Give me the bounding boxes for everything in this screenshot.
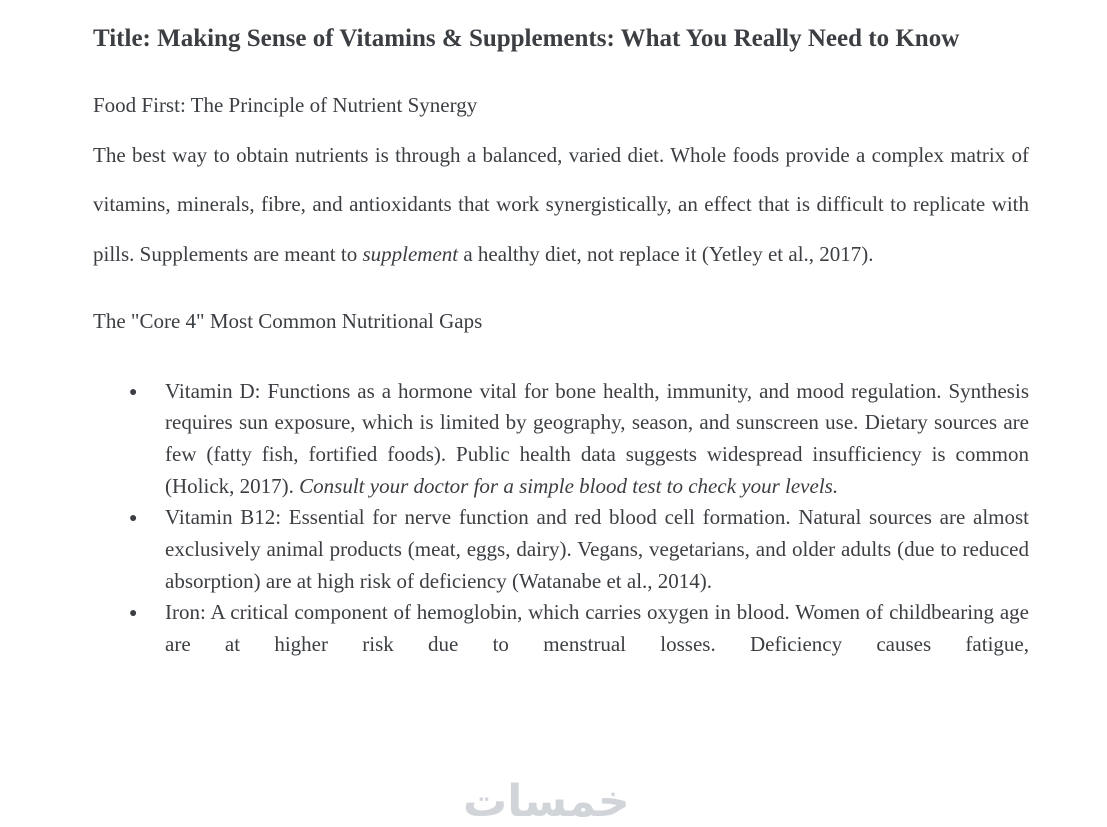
core4-heading: The "Core 4" Most Common Nutritional Gaps bbox=[93, 309, 483, 333]
list-item-iron bbox=[93, 597, 1029, 660]
list-item-run: Iron: A critical component of hemoglobin, which carries oxygen in blood. Women of childbearing age are at higher risk due to menstrual losses. Deficiency causes fatigue, bbox=[165, 600, 1029, 657]
bullet-icon: ● bbox=[129, 511, 138, 527]
paragraph-run-italic: supplement bbox=[362, 241, 459, 266]
list-item-vitamin-b12 bbox=[93, 502, 1029, 597]
paragraph-run: a healthy diet, not replace it (Yetley et al., 2017). bbox=[458, 241, 874, 266]
document-content bbox=[93, 15, 1029, 661]
paragraph-run: The best way to obtain nutrients is through a balanced, varied diet. Whole foods provide a complex matrix of vitamins, minerals, fibre, and antioxidants that work synergistically, an effect that is difficult to replicate with pills. Supplements are meant to bbox=[93, 142, 1029, 266]
document-title: Title: Making Sense of Vitamins & Supplements: What You Really Need to Know bbox=[93, 25, 960, 52]
food-first-heading: Food First: The Principle of Nutrient Synergy bbox=[93, 93, 478, 117]
list-item-vitamin-d bbox=[93, 376, 1029, 503]
khamsat-watermark: خمسات bbox=[463, 776, 630, 827]
list-item-run: Vitamin B12: Essential for nerve function and red blood cell formation. Natural sources are almost exclusively animal products (meat, eggs, dairy). Vegans, vegetarians, and older adults (due to reduced absorption) are at high risk of deficiency (Watanabe et al., 2014). bbox=[165, 505, 1029, 593]
food-first-paragraph bbox=[93, 131, 1029, 280]
list-item-run-italic: Consult your doctor for a simple blood test to check your levels. bbox=[299, 473, 839, 498]
bullet-icon: ● bbox=[129, 384, 138, 400]
bullet-icon: ● bbox=[129, 606, 138, 622]
core4-list bbox=[93, 376, 1029, 661]
list-item-run: Vitamin D: Functions as a hormone vital for bone health, immunity, and mood regulation. Synthesis requires sun exposure, which is limited by geography, season, and sunscreen use. Dietary sources are few (fatty fish, fortified foods). Public health data suggests widespread insufficiency is common (Holick, 2017). bbox=[165, 378, 1029, 498]
